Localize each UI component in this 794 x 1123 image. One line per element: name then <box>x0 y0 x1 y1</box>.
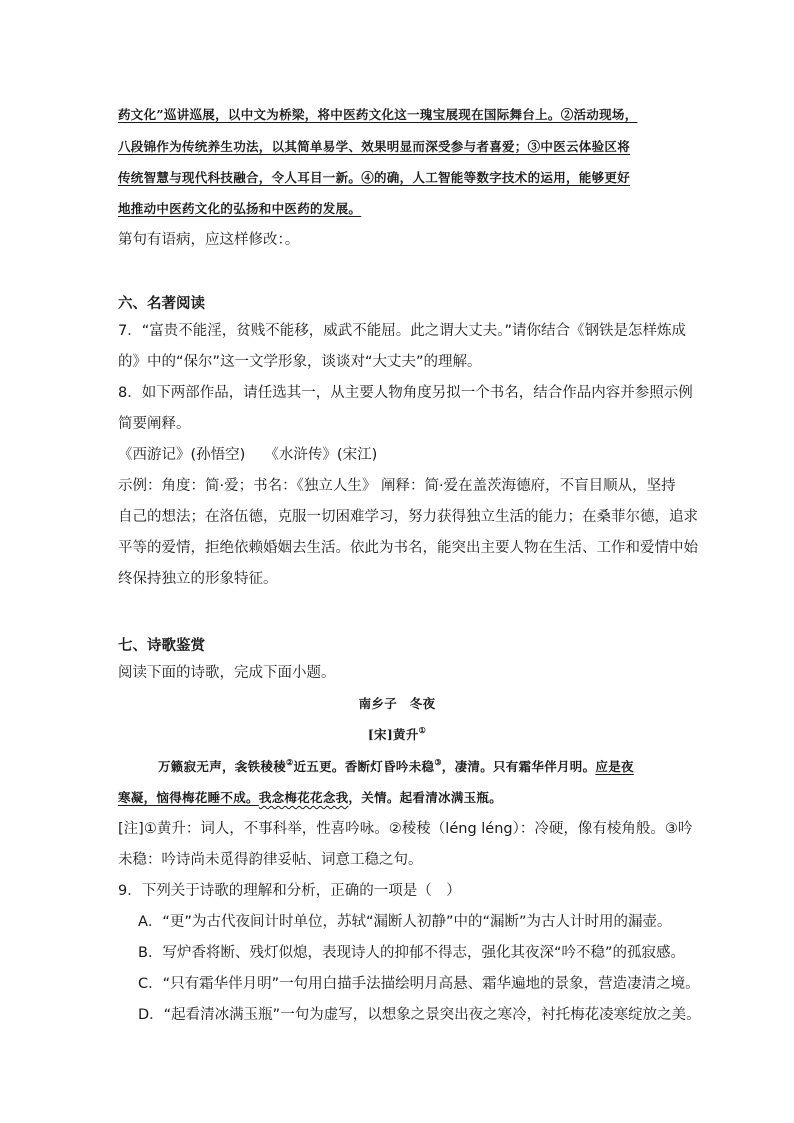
section-6-title: 六、名著阅读 <box>118 296 205 312</box>
poem-intro: 阅读下面的诗歌，完成下面小题。 <box>118 665 336 681</box>
passage-line-1: 药文化”巡讲巡展，以中文为桥梁，将中医药文化这一瑰宝展现在国际舞台上。②活动现场， <box>118 107 638 122</box>
section-7-title: 七、诗歌鉴赏 <box>118 638 205 654</box>
example-line-3: 平等的爱情，拒绝依赖婚姻去生活。依此为书名，能突出主要人物在生活、工作和爱情中始 <box>118 540 698 556</box>
option-a: A．“更”为古代夜间计时单位，苏轼“漏断人初静”中的“漏断”为古人计时用的漏壶。 <box>138 914 672 930</box>
q7-line-2: 的》中的“保尔”这一文学形象，谈谈对“大丈夫”的理解。 <box>118 354 482 370</box>
option-c: C．“只有霜华伴月明”一句用白描手法描绘明月高悬、霜华遍地的景象，营造凄清之境。 <box>138 976 700 992</box>
book-choices: 《西游记》(孙悟空) 《水浒传》(宋江) <box>118 447 378 463</box>
q8-line-1: 8．如下两部作品，请任选其一，从主要人物角度另拟一个书名，结合作品内容并参照示例 <box>118 385 693 401</box>
poem-title: 南乡子 冬夜 <box>358 696 436 711</box>
example-line-2: 自己的想法；在洛伍德，克服一切困难学习，努力获得独立生活的能力；在桑菲尔德，追求 <box>118 509 698 525</box>
notes-line-1: [注]①黄升：词人，不事科举，性喜吟咏。②稜稜（léng léng）：冷硬，像有棱角般。③吟 <box>118 821 693 837</box>
q7-line-1: 7．“富贵不能淫，贫贱不能移，威武不能屈。此之谓大丈夫。”请你结合《钢铁是怎样炼成 <box>118 323 686 339</box>
poem-line-2: 寒凝，恼得梅花睡不成。我念梅花花念我，关情。起看清冰满玉瓶。 <box>118 790 503 805</box>
option-d: D．“起看清冰满玉瓶”一句为虚写，以想象之景突出夜之寒冷，衬托梅花凌寒绽放之美。 <box>138 1007 701 1023</box>
q8-line-2: 简要阐释。 <box>118 416 191 432</box>
passage-line-2: 八段锦作为传统养生功法，以其简单易学、效果明显而深受参与者喜爱；③中医云体验区将 <box>118 139 631 154</box>
example-line-1: 示例：角度：简·爱；书名：《独立人生》 阐释：简·爱在盖茨海德府，不盲目顺从，坚持 <box>118 478 676 494</box>
q9-stem: 9．下列关于诗歌的理解和分析，正确的一项是（ ） <box>118 883 461 899</box>
passage-line-3: 传统智慧与现代科技融合，令人耳目一新。④的确，人工智能等数字技术的运用，能够更好 <box>118 170 631 185</box>
notes-line-2: 未稳：吟诗尚未觅得韵律妥帖、词意工稳之句。 <box>118 852 423 868</box>
example-line-4: 终保持独立的形象特征。 <box>118 571 278 587</box>
poem-line-1: 万籁寂无声，衾铁稜稜②近五更。香断灯昏吟未稳③，凄清。只有霜华伴月明。应是夜 <box>158 757 634 774</box>
option-b: B．写炉香将断、残灯似熄，表现诗人的抑郁不得志，强化其夜深“吟不稳”的孤寂感。 <box>138 945 685 961</box>
poem-author: [宋]黄升① <box>367 725 427 742</box>
passage-line-4: 地推动中医药文化的弘扬和中医药的发展。 <box>118 201 362 216</box>
answer-prompt: 第句有语病，应这样修改：。 <box>118 232 300 248</box>
